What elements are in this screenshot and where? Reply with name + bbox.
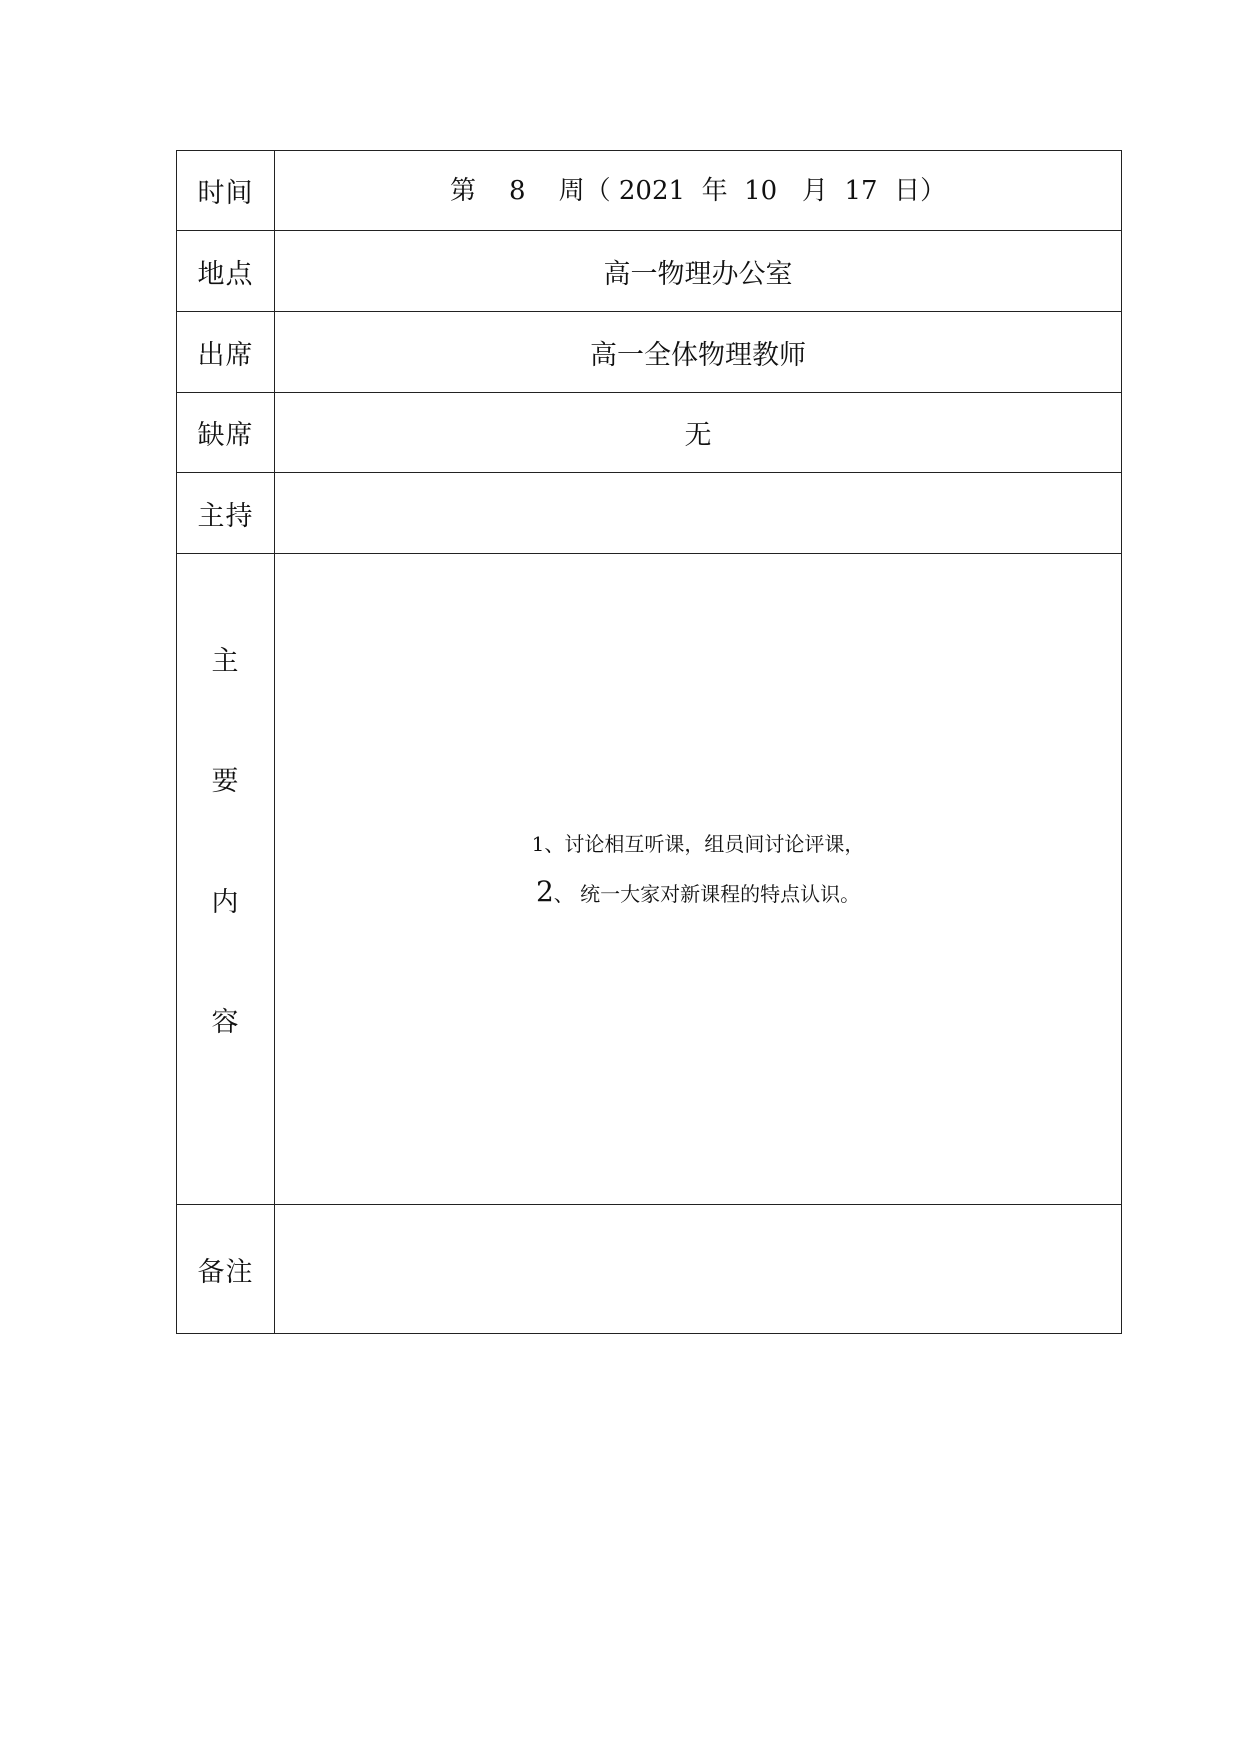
meeting-record-table [176,150,1122,1334]
absent-label: 缺席 [177,393,275,473]
attendees-label: 出席 [177,312,275,393]
content-item-number: 1 [531,832,545,856]
content-label-char: 要 [211,766,240,798]
content-label [177,639,274,1039]
host-value [275,473,1122,554]
content-row [177,554,1122,1205]
remarks-label: 备注 [177,1205,275,1334]
content-item [275,877,1121,909]
host-label: 主持 [177,473,275,554]
content-label-cell [177,554,275,1205]
remarks-row [177,1205,1122,1334]
content-item-number: 2 [535,875,554,908]
date-value: 第 8 周（ 2021 年 10 月 17 日） [449,176,947,206]
place-value: 高一物理办公室 [275,231,1122,312]
attendees-row [177,312,1122,393]
content-label-char: 主 [211,646,240,677]
content-item-text: 、 统一大家对新课程的特点认识。 [553,882,861,906]
time-label: 时间 [177,151,275,231]
absent-row [177,393,1122,473]
remarks-value [275,1205,1122,1334]
content-item [275,829,1121,859]
place-label: 地点 [177,231,275,312]
place-row [177,231,1122,312]
attendees-value: 高一全体物理教师 [275,312,1122,393]
content-label-char: 容 [211,1006,240,1038]
host-row [177,473,1122,554]
absent-value: 无 [275,393,1122,473]
content-value-cell [275,554,1122,1205]
time-row [177,151,1122,231]
time-value-cell [275,151,1122,231]
content-label-char: 内 [211,886,240,918]
content-item-text: 、讨论相互听课，组员间讨论评课， [544,832,865,856]
content-items [275,829,1121,909]
